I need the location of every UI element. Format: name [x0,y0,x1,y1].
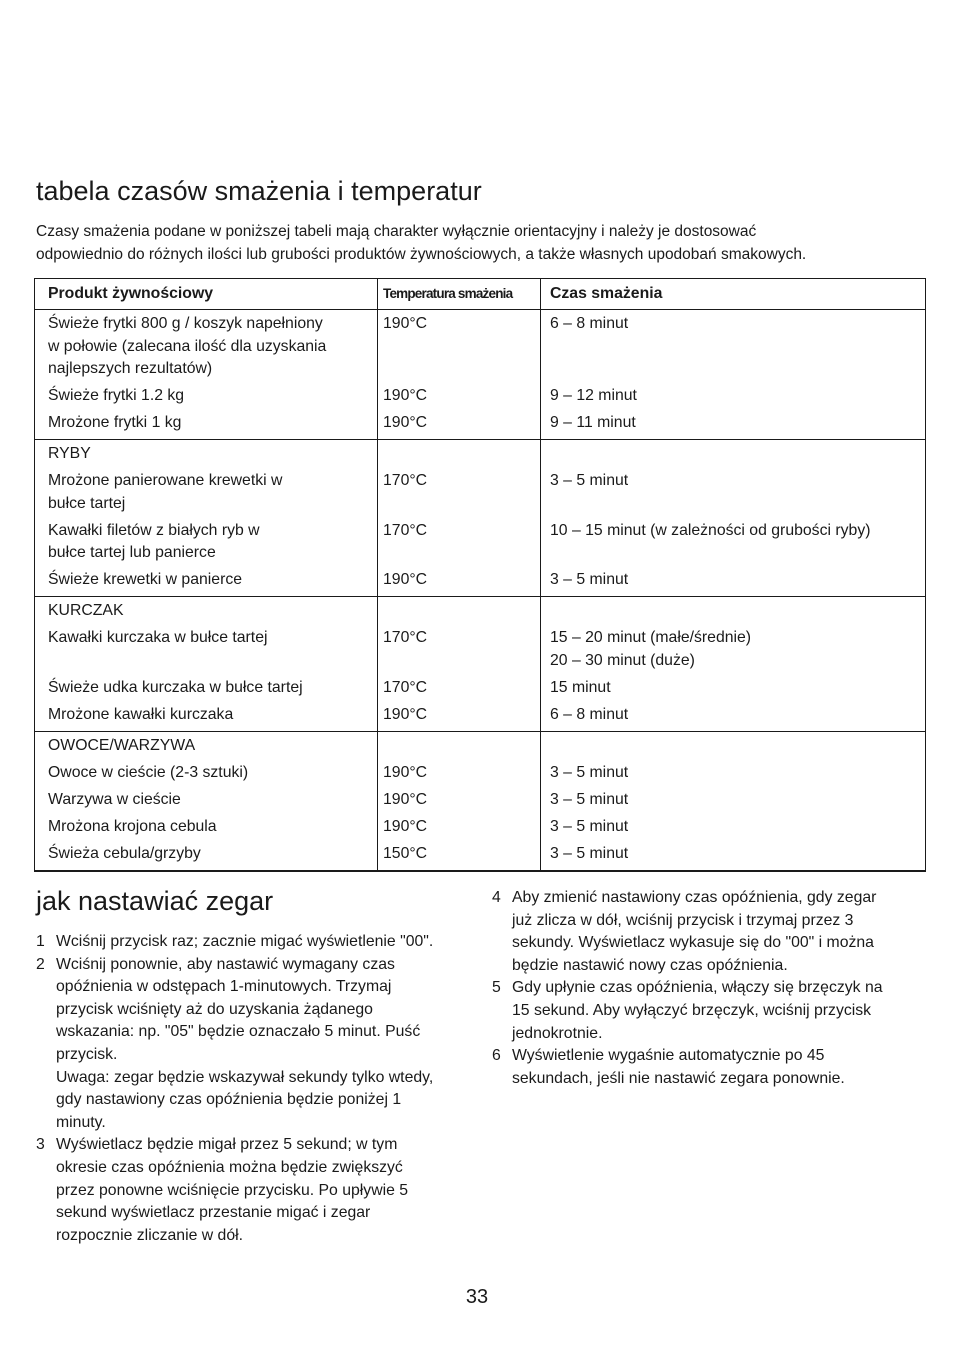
table-row [35,520,926,570]
cell-time-line: 3 – 5 minut [550,763,629,781]
cell-product-line: Świeża cebula/grzyby [48,844,201,862]
cell-product [35,412,378,439]
table-row [35,627,926,677]
table-row [35,704,926,731]
cell-temperature: 190°C [378,816,541,843]
cell-temperature: 170°C [378,627,541,677]
timer-step [36,954,476,1135]
cell-product-line: Mrożone kawałki kurczaka [48,705,234,723]
cell-time [541,704,926,731]
table-group [35,310,926,440]
step-text-line: Aby zmienić nastawiony czas opóźnienia, gdy zegar [512,889,877,906]
timer-steps-right-column [492,887,932,1090]
cell-product [35,310,378,386]
cell-temperature: 150°C [378,843,541,871]
table-group [35,440,926,597]
cell-product [35,597,378,627]
step-number: 3 [36,1136,45,1154]
cell-product-line: Świeże frytki 800 g / koszyk napełniony [48,315,323,332]
cell-temperature: 170°C [378,520,541,570]
table-group [35,597,926,732]
table-row [35,412,926,439]
cell-time [541,310,926,386]
header-time: Czas smażenia [541,279,926,310]
cell-product-line: Świeże udka kurczaka w bułce tartej [48,678,303,696]
step-text-line: jednokrotnie. [512,1024,603,1042]
step-number: 1 [36,933,45,950]
cell-product-line: Warzywa w cieście [48,790,181,808]
cell-time [541,627,926,677]
cell-time [541,677,926,704]
cell-time-line: 20 – 30 minut (duże) [550,651,695,669]
cell-time [541,520,926,570]
step-text-line: Uwaga: zegar będzie wskazywał sekundy tylko wtedy, [56,1068,434,1086]
cell-temperature: 170°C [378,470,541,520]
cell-temperature [378,597,541,627]
cell-temperature [378,731,541,761]
cell-temperature: 190°C [378,762,541,789]
cell-time [541,385,926,412]
timer-step [36,931,476,954]
table-row [35,569,926,596]
cell-time-line: 3 – 5 minut [550,472,629,490]
step-text-line: 15 sekund. Aby wyłączyć brzęczyk, wciśnij przycisk [512,1001,872,1019]
cell-temperature: 190°C [378,310,541,386]
cell-time [541,731,926,761]
step-text-line: sekundy. Wyświetlacz wykasuje się do "00" i można [512,934,874,952]
table-header-row [35,279,926,310]
step-text-line: wskazania: np. "05" będzie oznaczało 5 minut. Puść [56,1023,421,1041]
table-row [35,597,926,627]
table-row [35,789,926,816]
cell-time-line: 15 minut [550,678,611,696]
cell-time [541,762,926,789]
cell-product [35,843,378,871]
table-row [35,310,926,386]
timer-steps-left-column [36,931,476,1247]
intro-paragraph [36,221,926,266]
table-row [35,816,926,843]
step-number: 2 [36,955,45,973]
table-row [35,470,926,520]
cell-time-line: 9 – 11 minut [550,414,636,432]
step-text-line: przycisk wciśnięty aż do uzyskania żądanego [56,1000,373,1018]
frying-table [34,278,926,872]
step-number: 5 [492,979,501,997]
step-text-line: Wciśnij ponownie, aby nastawić wymagany czas [56,955,395,973]
cell-product-line: bułce tartej lub panierce [48,544,216,562]
cell-temperature: 190°C [378,704,541,731]
section-title-frying-table: tabela czasów smażenia i temperatur [36,176,482,206]
table-group [35,731,926,870]
step-number: 4 [492,889,501,906]
cell-time-line: 3 – 5 minut [550,790,629,808]
cell-product [35,731,378,761]
cell-time-line: 3 – 5 minut [550,817,629,835]
cell-product [35,762,378,789]
cell-time [541,470,926,520]
cell-product-line: RYBY [48,445,91,463]
cell-time [541,843,926,871]
step-text-line: Wyświetlenie wygaśnie automatycznie po 45 [512,1047,825,1065]
cell-time-line: 6 – 8 minut [550,705,629,723]
step-text-line: Gdy upłynie czas opóźnienia, włączy się brzęczyk na [512,979,883,997]
cell-product-line: najlepszych rezultatów) [48,360,213,378]
cell-product [35,520,378,570]
cell-product [35,677,378,704]
step-number: 6 [492,1047,501,1065]
cell-product [35,385,378,412]
cell-time-line: 6 – 8 minut [550,315,629,332]
cell-time-line: 9 – 12 minut [550,387,637,405]
table-row [35,385,926,412]
step-text-line: opóźnienia w odstępach 1-minutowych. Trzymaj [56,978,392,996]
cell-product-line: Mrożona krojona cebula [48,817,217,835]
cell-time-line: 15 – 20 minut (małe/średnie) [550,629,752,647]
step-text-line: będzie nastawić nowy czas opóźnienia. [512,956,788,974]
cell-product-line: w połowie (zalecana ilość dla uzyskania [48,337,327,355]
cell-temperature: 190°C [378,569,541,596]
step-text-line: gdy nastawiony czas opóźnienia będzie poniżej 1 [56,1091,402,1109]
timer-step [492,1045,932,1090]
cell-product-line: Mrożone panierowane krewetki w [48,472,283,490]
cell-time-line: 10 – 15 minut (w zależności od grubości ryby) [550,521,871,539]
cell-product [35,816,378,843]
cell-time [541,816,926,843]
cell-temperature [378,440,541,470]
cell-product [35,704,378,731]
cell-time [541,789,926,816]
table-row [35,731,926,761]
timer-step [492,887,932,977]
cell-product-line: bułce tartej [48,494,126,512]
step-text-line: Wciśnij przycisk raz; zacznie migać wyświetlenie "00". [56,933,434,950]
step-text-line: okresie czas opóźnienia można będzie zwiększyć [56,1158,403,1176]
cell-temperature: 170°C [378,677,541,704]
timer-step [36,1134,476,1247]
cell-product [35,440,378,470]
cell-temperature: 190°C [378,789,541,816]
cell-product [35,569,378,596]
step-text-line: Wyświetlacz będzie migał przez 5 sekund; w tym [56,1136,398,1154]
header-product: Produkt żywnościowy [35,279,378,310]
step-text-line: przez ponowne wciśnięcie przycisku. Po upływie 5 [56,1181,409,1199]
cell-product-line: Owoce w cieście (2-3 sztuki) [48,763,249,781]
step-text-line: sekund wyświetlacz przestanie migać i zegar [56,1204,371,1222]
step-text-line: sekundach, jeśli nie nastawić zegara ponownie. [512,1069,845,1087]
cell-time-line: 3 – 5 minut [550,844,629,862]
cell-temperature: 190°C [378,412,541,439]
cell-product [35,470,378,520]
header-temperature: Temperatura smażenia [378,279,541,310]
step-text-line: przycisk. [56,1045,118,1063]
table-row [35,677,926,704]
page-number: 33 [465,1286,489,1308]
cell-product-line: Świeże krewetki w panierce [48,571,243,589]
cell-product-line: OWOCE/WARZYWA [48,736,196,754]
cell-time [541,597,926,627]
cell-product-line: Kawałki filetów z białych ryb w [48,521,260,539]
table-row [35,762,926,789]
step-text-line: już zlicza w dół, wciśnij przycisk i trzymaj przez 3 [512,911,854,929]
cell-product [35,789,378,816]
cell-time [541,440,926,470]
timer-step [492,977,932,1045]
cell-product [35,627,378,677]
cell-product-line: Świeże frytki 1.2 kg [48,387,185,405]
section-title-timer: jak nastawiać zegar [36,886,274,916]
cell-product-line: KURCZAK [48,602,124,620]
intro-line: Czasy smażenia podane w poniższej tabeli mają charakter wyłącznie orientacyjny i należy je dostosować [36,223,757,240]
step-text-line: rozpocznie zliczanie w dół. [56,1226,244,1244]
cell-time-line: 3 – 5 minut [550,571,629,589]
step-text-line: minuty. [56,1113,106,1131]
cell-product-line: Mrożone frytki 1 kg [48,414,182,432]
table-row [35,843,926,871]
cell-product-line: Kawałki kurczaka w bułce tartej [48,629,268,647]
cell-temperature: 190°C [378,385,541,412]
cell-time [541,569,926,596]
cell-time [541,412,926,439]
table-row [35,440,926,470]
intro-line: odpowiednio do różnych ilości lub grubości produktów żywnościowych, a także własnych upodobań smakowych. [36,245,807,263]
